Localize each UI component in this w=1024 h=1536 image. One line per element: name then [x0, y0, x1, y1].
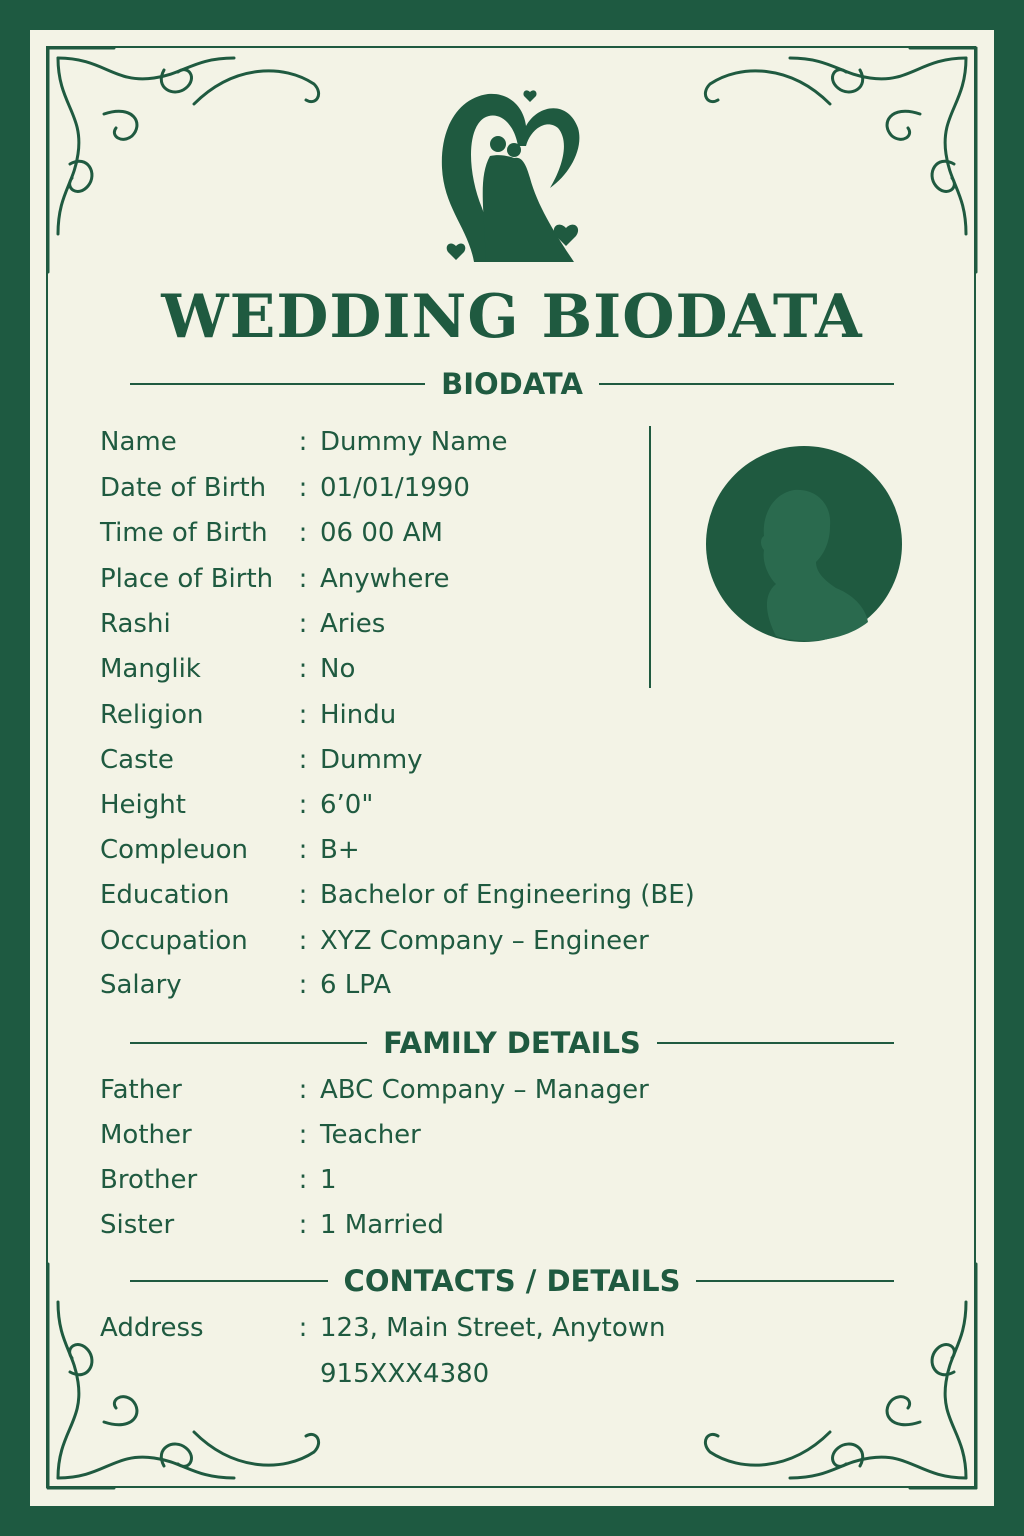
row-colon: :	[298, 1313, 308, 1343]
row-value: 01/01/1990	[320, 473, 470, 503]
vertical-divider	[649, 426, 651, 688]
detail-row-religion	[100, 695, 396, 735]
divider-line	[130, 383, 425, 385]
section-title-contacts: CONTACTS / DETAILS	[343, 1264, 681, 1298]
row-colon: :	[298, 1210, 308, 1240]
profile-photo	[706, 446, 902, 642]
divider-line	[130, 1042, 367, 1044]
row-colon: :	[298, 564, 308, 594]
detail-row-mother	[100, 1115, 421, 1155]
row-label: Date of Birth	[100, 473, 267, 503]
section-header-contacts	[130, 1261, 894, 1301]
detail-row-brother	[100, 1160, 337, 1200]
row-label: Father	[100, 1075, 182, 1105]
row-value: No	[320, 654, 356, 684]
row-label: Sister	[100, 1210, 175, 1240]
section-title-biodata: BIODATA	[441, 367, 583, 401]
detail-row-occupation	[100, 921, 649, 961]
detail-row-education	[100, 875, 695, 915]
detail-row-complexion	[100, 830, 360, 870]
couple-heart-logo-icon	[438, 78, 588, 268]
detail-row-phone	[100, 1354, 489, 1394]
row-value: XYZ Company – Engineer	[320, 926, 649, 956]
row-label: Caste	[100, 745, 174, 775]
section-header-family	[130, 1023, 894, 1063]
detail-row-caste	[100, 740, 423, 780]
row-label: Rashi	[100, 609, 171, 639]
divider-line	[657, 1042, 894, 1044]
flourish-top-left-icon	[44, 44, 344, 294]
row-label: Address	[100, 1313, 204, 1343]
detail-row-dob	[100, 468, 470, 508]
row-value: 123, Main Street, Anytown	[320, 1313, 666, 1343]
detail-row-tob	[100, 513, 443, 553]
row-colon: :	[298, 926, 308, 956]
row-value: B+	[320, 835, 360, 865]
row-value: Dummy	[320, 745, 423, 775]
detail-row-sister	[100, 1205, 444, 1245]
row-colon: :	[298, 1120, 308, 1150]
row-value: 1 Married	[320, 1210, 444, 1240]
detail-row-salary	[100, 965, 391, 1005]
row-colon: :	[298, 427, 308, 457]
row-colon: :	[298, 518, 308, 548]
biodata-card	[30, 30, 994, 1506]
row-label: Name	[100, 427, 177, 457]
row-value: ABC Company – Manager	[320, 1075, 649, 1105]
row-colon: :	[298, 790, 308, 820]
row-value: Aries	[320, 609, 386, 639]
row-colon: :	[298, 654, 308, 684]
row-value: 1	[320, 1165, 337, 1195]
detail-row-height	[100, 785, 373, 825]
row-label: Place of Birth	[100, 564, 274, 594]
row-colon: :	[298, 1075, 308, 1105]
page-title: WEDDING BIODATA	[161, 282, 863, 352]
phone-number: 915XXX4380	[320, 1359, 490, 1389]
detail-row-father	[100, 1070, 649, 1110]
flourish-top-right-icon	[680, 44, 980, 294]
detail-row-pob	[100, 559, 450, 599]
row-value: Hindu	[320, 700, 397, 730]
row-colon: :	[298, 473, 308, 503]
row-value: Bachelor of Engineering (BE)	[320, 880, 695, 910]
detail-row-address	[100, 1308, 666, 1348]
row-colon: :	[298, 835, 308, 865]
row-label: Salary	[100, 970, 182, 1000]
row-label: Occupation	[100, 926, 248, 956]
row-value: Teacher	[320, 1120, 421, 1150]
row-colon: :	[298, 1165, 308, 1195]
row-colon: :	[298, 970, 308, 1000]
detail-row-rashi	[100, 604, 385, 644]
row-label: Religion	[100, 700, 204, 730]
row-label: Manglik	[100, 654, 201, 684]
row-value: Anywhere	[320, 564, 450, 594]
row-colon: :	[298, 700, 308, 730]
row-label: Compleuon	[100, 835, 248, 865]
row-label: Education	[100, 880, 230, 910]
row-label: Height	[100, 790, 186, 820]
divider-line	[599, 383, 894, 385]
row-label: Time of Birth	[100, 518, 268, 548]
row-colon: :	[298, 880, 308, 910]
divider-line	[130, 1280, 328, 1282]
row-colon: :	[298, 745, 308, 775]
section-header-biodata	[130, 364, 894, 404]
row-colon: :	[298, 609, 308, 639]
row-value: Dummy Name	[320, 427, 508, 457]
detail-row-name	[100, 422, 508, 462]
row-label: Mother	[100, 1120, 192, 1150]
row-value: 6 LPA	[320, 970, 392, 1000]
row-value: 06 00 AM	[320, 518, 443, 548]
section-title-family: FAMILY DETAILS	[383, 1026, 641, 1060]
row-value: 6’0"	[320, 790, 374, 820]
divider-line	[696, 1280, 894, 1282]
detail-row-manglik	[100, 649, 355, 689]
row-label: Brother	[100, 1165, 198, 1195]
